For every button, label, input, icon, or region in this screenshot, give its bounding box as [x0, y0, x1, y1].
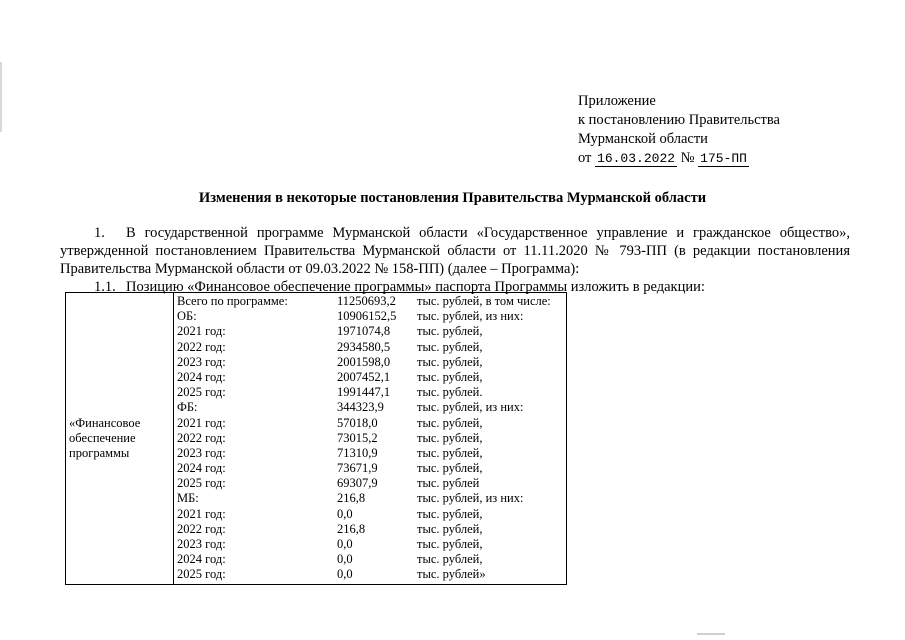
row-label: 2023 год:	[177, 537, 226, 551]
row-value: 344323,9	[337, 400, 384, 415]
row-value: 2934580,5	[337, 339, 391, 354]
paragraph-1-number: 1.	[94, 225, 105, 241]
row-value: 11250693,2	[337, 294, 396, 308]
row-value: 2001598,0	[337, 354, 391, 369]
row-label: ФБ:	[177, 400, 198, 415]
financing-label-cell	[66, 293, 174, 585]
scan-edge-mark	[0, 62, 2, 132]
row-unit: тыс. рублей»	[417, 567, 486, 582]
financing-label-line: программы	[69, 445, 130, 460]
financing-table-row	[66, 293, 567, 585]
financing-row	[177, 461, 563, 476]
row-label: 2022 год:	[177, 430, 226, 445]
financing-row	[177, 491, 563, 506]
financing-row	[177, 370, 563, 385]
financing-row	[177, 294, 563, 309]
row-value: 71310,9	[337, 445, 378, 460]
row-unit: тыс. рублей,	[417, 339, 483, 354]
decree-number: 175-ПП	[700, 151, 747, 166]
row-unit: тыс. рублей,	[417, 552, 483, 567]
row-label: 2021 год:	[177, 506, 226, 521]
financing-values-cell	[174, 293, 567, 585]
financing-row	[177, 552, 563, 567]
row-label: 2025 год:	[177, 476, 226, 491]
appendix-date-line	[578, 149, 780, 168]
row-unit: тыс. рублей, из них:	[417, 491, 524, 506]
row-unit: тыс. рублей,	[417, 521, 483, 536]
row-label: 2022 год:	[177, 339, 226, 354]
row-value: 216,8	[337, 491, 366, 506]
appendix-block	[578, 92, 780, 168]
row-label: 2024 год:	[177, 552, 226, 567]
row-label: 2025 год:	[177, 567, 226, 582]
row-label: МБ:	[177, 491, 199, 506]
document-title: Изменения в некоторые постановления Правительства Мурманской области	[198, 190, 707, 206]
financing-row	[177, 340, 563, 355]
financing-row	[177, 355, 563, 370]
paragraph-2-number: 1.1.	[94, 279, 116, 295]
paragraph-1-line-2: утвержденной постановлением Правительства Мурманской области от 11.11.2020 № 793-ПП (в редакции постановления	[60, 243, 850, 259]
financing-row	[177, 309, 563, 324]
row-unit: тыс. рублей,	[417, 445, 483, 460]
scan-corner-mark	[697, 633, 725, 635]
row-unit: тыс. рублей,	[417, 506, 483, 521]
paragraph-1-line-1	[60, 224, 850, 242]
row-label: 2024 год:	[177, 369, 226, 384]
financing-row	[177, 446, 563, 461]
financing-row	[177, 431, 563, 446]
row-unit: тыс. рублей, из них:	[417, 309, 524, 324]
appendix-line-1: Приложение	[578, 93, 656, 109]
row-label: 2022 год:	[177, 521, 226, 536]
row-label: 2023 год:	[177, 354, 226, 369]
row-value: 0,0	[337, 506, 353, 521]
number-sign: №	[680, 150, 695, 166]
row-unit: тыс. рублей,	[417, 324, 483, 339]
row-unit: тыс. рублей,	[417, 354, 483, 369]
row-value: 1991447,1	[337, 385, 391, 400]
row-label: 2021 год:	[177, 415, 226, 430]
financing-row	[177, 507, 563, 522]
row-value: 1971074,8	[337, 324, 391, 339]
date-prefix: от	[578, 150, 592, 166]
row-unit: тыс. рублей,	[417, 461, 483, 476]
paragraph-1-text-1: В государственной программе Мурманской области «Государственное управление и гражданское общество»,	[126, 225, 850, 241]
financing-row	[177, 400, 563, 415]
financing-row	[177, 567, 563, 582]
paragraph-2-text: Позицию «Финансовое обеспечение программы» паспорта Программы изложить в редакции:	[126, 279, 705, 295]
row-unit: тыс. рублей, в том числе:	[417, 294, 551, 308]
row-unit: тыс. рублей,	[417, 430, 483, 445]
row-label: Всего по программе:	[177, 294, 288, 308]
row-value: 69307,9	[337, 476, 378, 491]
financing-row	[177, 537, 563, 552]
financing-table	[65, 292, 567, 585]
financing-row	[177, 476, 563, 491]
row-label: 2024 год:	[177, 461, 226, 476]
row-unit: тыс. рублей, из них:	[417, 400, 524, 415]
financing-row	[177, 324, 563, 339]
row-unit: тыс. рублей	[417, 476, 480, 491]
row-value: 0,0	[337, 567, 353, 582]
decree-date: 16.03.2022	[597, 151, 676, 166]
row-value: 2007452,1	[337, 369, 391, 384]
financing-row	[177, 385, 563, 400]
row-value: 0,0	[337, 537, 353, 551]
row-value: 216,8	[337, 521, 366, 536]
financing-row	[177, 416, 563, 431]
row-value: 10906152,5	[337, 309, 397, 324]
paragraph-1-line-3: Правительства Мурманской области от 09.03.2022 № 158-ПП) (далее – Программа):	[60, 261, 580, 277]
appendix-line-2: к постановлению Правительства	[578, 112, 780, 128]
row-unit: тыс. рублей,	[417, 415, 483, 430]
row-label: ОБ:	[177, 309, 197, 324]
paragraph-1	[60, 224, 850, 278]
row-value: 73671,9	[337, 461, 378, 476]
row-unit: тыс. рублей.	[417, 385, 483, 400]
row-label: 2025 год:	[177, 385, 226, 400]
row-label: 2023 год:	[177, 445, 226, 460]
row-label: 2021 год:	[177, 324, 226, 339]
financing-label-line: «Финансовое	[69, 415, 141, 430]
financing-label-line: обеспечение	[69, 430, 136, 445]
appendix-line-3: Мурманской области	[578, 131, 708, 147]
row-value: 0,0	[337, 552, 353, 567]
row-value: 73015,2	[337, 430, 378, 445]
financing-row	[177, 522, 563, 537]
row-unit: тыс. рублей,	[417, 537, 483, 551]
row-unit: тыс. рублей,	[417, 369, 483, 384]
row-value: 57018,0	[337, 415, 378, 430]
